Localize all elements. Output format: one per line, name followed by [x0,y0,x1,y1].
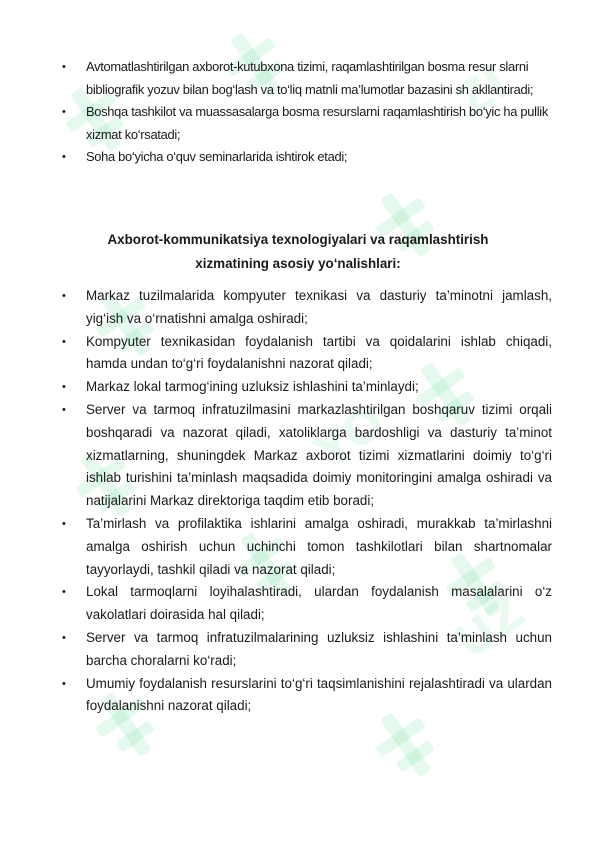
bullet-icon: • [62,106,66,118]
list-item-text: Server va tarmoq infratuzilmasini markazlashtirilgan boshqaruv tizimi orqali boshqaradi va nazorat qiladi, xatoliklarga bardoshligi va dasturiy ta’minot xizmatlarning, shuningdek Markaz axborot tizimi xizmatlarini doimiy to‘g‘ri ishlab turishini ta’minlash maqsadida doimiy monitoringini amalga oshiradi va natijalarini Markaz direktoriga taqdim etib boradi; [86,401,552,509]
bullet-icon: • [62,61,66,73]
svg-text:ZI: ZI [445,55,518,130]
list-item-text: Lokal tarmoqlarni loyihalashtiradi, ulardan foydalanish masalalarini o‘z vakolatlari doirasida hal qiladi; [86,584,552,623]
svg-text:UZ: UZ [445,584,535,670]
list-item [0,331,596,377]
list-item-text: Avtomatlashtirilgan axborot-kutubxona tizimi, raqamlashtirilgan bosma resur slarni bibliografik yozuv bilan bog‘lash va to‘liq matnli ma’lumotlar bazasini sh akllantiradi; [86,59,534,97]
section-heading [44,228,552,276]
list-item [0,56,596,101]
bullet-icon: • [62,381,66,394]
list-item-text: Kompyuter texnikasidan foydalanish tartibi va qoidalarini ishlab chiqadi, hamda undan to‘g‘ri foydalanishni nazorat qiladi; [86,333,552,372]
intro-list [0,56,596,169]
list-item [0,399,596,513]
bullet-icon: • [62,335,66,348]
bullet-icon: • [62,151,66,163]
list-item-text: Boshqa tashkilot va muassasalarga bosma resurslarni raqamlashtirish bo‘yic ha pullik xizmat ko‘rsatadi; [86,104,549,142]
list-item-text: Markaz lokal tarmog‘ining uzluksiz ishlashini ta’minlaydi; [86,379,419,395]
list-item-text: Soha bo‘yicha o‘quv seminarlarida ishtirok etadi; [86,149,348,164]
list-item-text: Ta’mirlash va profilaktika ishlarini amalga oshiradi, murakkab ta’mirlashni amalga oshirish uchun uchinchi tomon tashkilotlari bilan shartnomalar tayyorlaydi, tashkil qiladi va nazorat qiladi; [86,515,552,577]
list-item [0,627,596,673]
list-item [0,581,596,627]
bullet-icon: • [62,677,66,690]
list-item [0,513,596,581]
bullet-icon: • [62,631,66,644]
list-item-text: Umumiy foydalanish resurslarini to‘g‘ri taqsimlanishini rejalashtiradi va ulardan foydalanishni nazorat qiladi; [86,675,552,714]
list-item [0,376,596,399]
list-item-text: Server va tarmoq infratuzilmalarining uzluksiz ishlashini ta’minlash uchun barcha choralarni ko‘radi; [86,629,552,668]
bullet-icon: • [62,586,66,599]
list-item [0,146,596,169]
section-heading-line1: Axborot-kommunikatsiya texnologiyalari va raqamlashtirish [107,232,489,247]
list-item [0,101,596,146]
bullet-icon: • [62,403,66,416]
svg-text:YO: YO [305,394,395,480]
bullet-icon: • [62,290,66,302]
bullet-icon: • [62,517,66,530]
directions-list [0,285,596,718]
list-item [0,673,596,719]
list-item-text: Markaz tuzilmalarida kompyuter texnikasi va dasturiy ta’minotni jamlash, yig‘ish va o‘rnatishni amalga oshiradi; [86,288,552,326]
section-heading-line2: xizmatining asosiy yo‘nalishlari: [195,256,401,271]
list-item [0,285,596,331]
